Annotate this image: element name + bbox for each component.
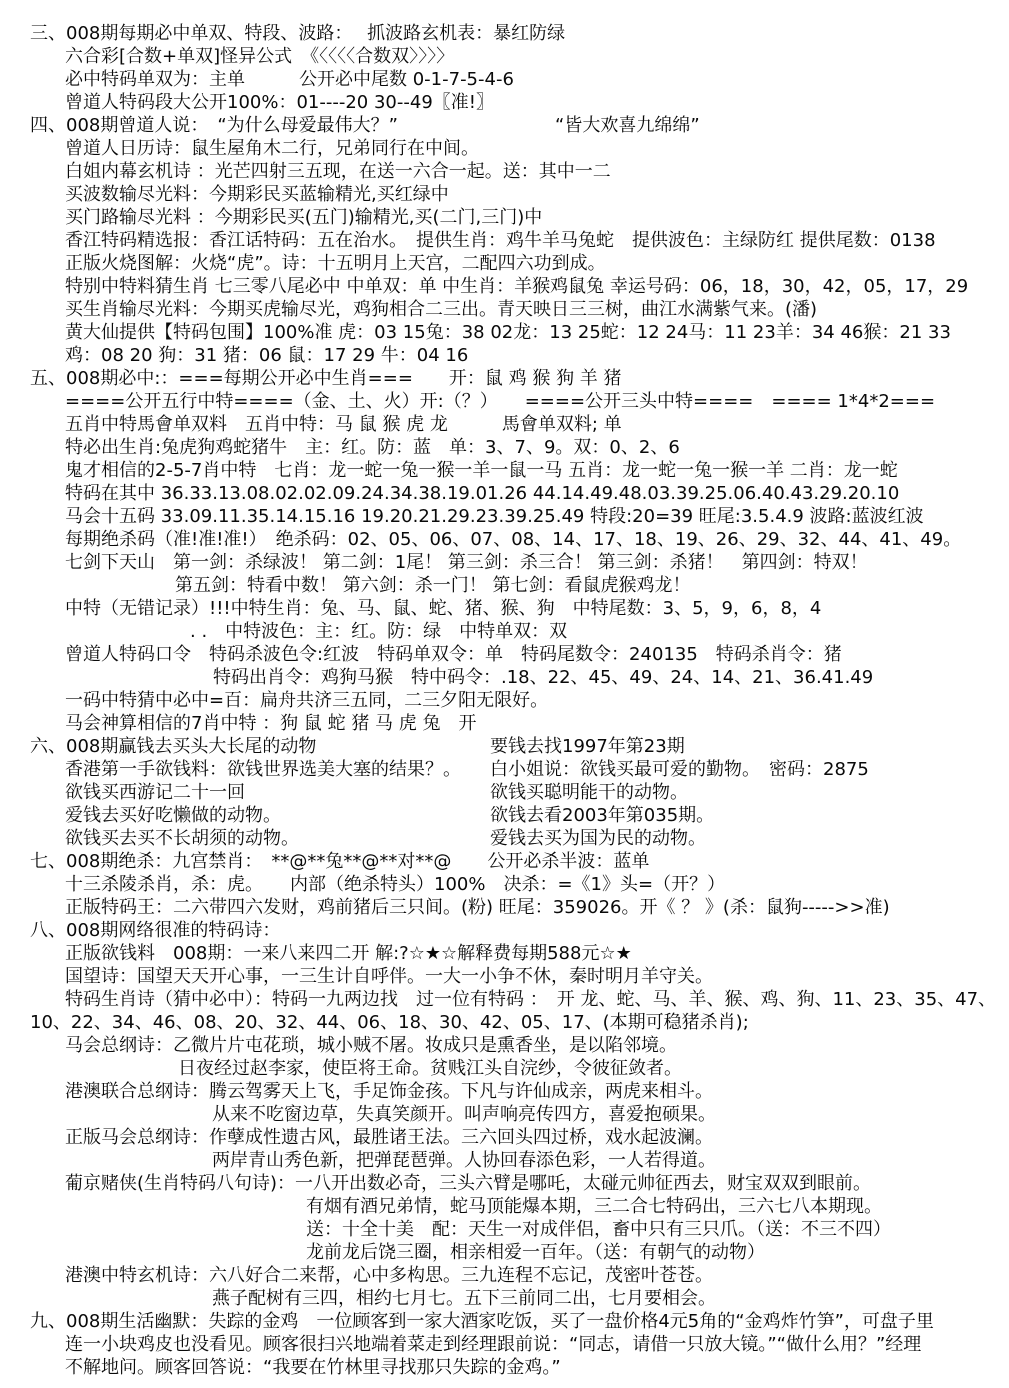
text-line bbox=[0, 712, 1009, 735]
line-text: 特别中特料猜生肖 七三零八尾必中 中单双：单 中生肖：羊猴鸡鼠兔 幸运号码：06，18，30，42，05，17，29 bbox=[65, 276, 969, 297]
text-line bbox=[0, 137, 1009, 160]
line-text: 正版特码王：二六带四六发财，鸡前猪后三只间。(粉) 旺尾：359026。开《 ？ 》(杀：鼠狗----->>准) bbox=[65, 897, 890, 918]
text-line bbox=[0, 114, 1009, 137]
line-text: 六、008期赢钱去买头大长尾的动物 bbox=[30, 736, 317, 757]
line-text: 从来不吃窗边草，失真笑颜开。叫声响亮传四方，喜爱抱硕果。 bbox=[212, 1104, 716, 1125]
text-line bbox=[0, 1034, 1009, 1057]
text-line bbox=[0, 160, 1009, 183]
text-line bbox=[0, 413, 1009, 436]
line-text: 九、008期生活幽默：失踪的金鸡 一位顾客到一家大酒家吃饭，买了一盘价格4元5角的“金鸡炸竹笋”，可盘子里 bbox=[30, 1311, 934, 1332]
text-line bbox=[0, 1149, 1009, 1172]
line-text: 必中特码单双为：主单 公开必中尾数 0-1-7-5-4-6 bbox=[65, 69, 514, 90]
line-text: 特码出肖令：鸡狗马猴 特中码令：.18、22、45、49、24、14、21、36.41.49 bbox=[213, 667, 874, 688]
text-line bbox=[0, 344, 1009, 367]
text-line bbox=[0, 919, 1009, 942]
text-line bbox=[0, 229, 1009, 252]
text-line bbox=[0, 620, 1009, 643]
text-line bbox=[0, 942, 1009, 965]
line-text: 买生肖输尽光料：今期买虎输尽光，鸡狗相合二三出。青天映日三三树，曲江水满紫气来。(潘) bbox=[65, 299, 818, 320]
text-line bbox=[0, 735, 1009, 758]
line-text: 国望诗：国望天天开心事，一三生计自呼伴。一大一小争不休，秦时明月羊守关。 bbox=[65, 966, 713, 987]
line-text: 买波数输尽光料：今期彩民买蓝输精光,买红绿中 bbox=[65, 184, 449, 205]
text-line bbox=[0, 1057, 1009, 1080]
line-text: 香港第一手欲钱料：欲钱世界选美大塞的结果？。 bbox=[65, 759, 461, 780]
text-line bbox=[0, 459, 1009, 482]
line-text-right: 要钱去找1997年第23期 bbox=[490, 736, 685, 757]
text-line bbox=[0, 1103, 1009, 1126]
line-text: 黄大仙提供【特码包围】100%准 虎：03 15兔：38 02龙：13 25蛇：12 24马：11 23羊：34 46猴：21 33 bbox=[65, 322, 951, 343]
line-text: 七、008期绝杀：九宫禁肖： **@**兔**@**对**@ 公开必杀半波：蓝单 bbox=[30, 851, 650, 872]
line-text: 特码在其中 36.33.13.08.02.02.09.24.34.38.19.01.26 44.14.49.48.03.39.25.06.40.43.29.20.10 bbox=[65, 483, 900, 504]
text-line bbox=[0, 988, 1009, 1011]
line-text: 送：十全十美 配：天生一对成伴侣，畜中只有三只爪。（送：不三不四） bbox=[306, 1219, 891, 1240]
line-text: 港澳中特玄机诗：六八好合二来帮，心中多构思。三九连程不忘记，茂密叶苍苍。 bbox=[65, 1265, 713, 1286]
text-line bbox=[0, 1310, 1009, 1333]
text-line bbox=[0, 850, 1009, 873]
text-line bbox=[0, 574, 1009, 597]
text-line bbox=[0, 689, 1009, 712]
line-text: 葡京赌侠(生肖特码八句诗)：一八开出数必奇，三头六臂是哪吒，太碰元帅征西去，财宝双双到眼前。 bbox=[65, 1173, 872, 1194]
line-text: 第五剑：特看中数！ 第六剑：杀一门！ 第七剑：看鼠虎猴鸡龙！ bbox=[175, 575, 691, 596]
line-text: 鸡：08 20 狗：31 猪：06 鼠：17 29 牛：04 16 bbox=[65, 345, 469, 366]
text-line bbox=[0, 528, 1009, 551]
line-text: 连一小块鸡皮也没看见。顾客很扫兴地端着菜走到经理跟前说：“同志，请借一只放大镜。”“做什么用？”经理 bbox=[65, 1334, 922, 1355]
text-line bbox=[0, 1126, 1009, 1149]
text-line bbox=[0, 643, 1009, 666]
line-text: 两岸青山秀色新，把弹琵琶弹。人协回春添色彩，一人若得道。 bbox=[212, 1150, 716, 1171]
text-line bbox=[0, 804, 1009, 827]
line-text: 特码生肖诗（猜中必中）：特码一九两边找 过一位有特码 ： 开 龙、蛇、马、羊、猴、鸡、狗、11、23、35、47、 bbox=[65, 989, 997, 1010]
line-text: 七剑下天山 第一剑：杀绿波！ 第二剑：1尾！ 第三剑：杀三合！ 第三剑：杀猪！ 第四剑：特双！ bbox=[65, 552, 868, 573]
text-line bbox=[0, 827, 1009, 850]
text-line bbox=[0, 781, 1009, 804]
line-text: 日夜经过赵李家，使臣将王命。贫贱江头自浣纱，令彼征敛者。 bbox=[178, 1058, 682, 1079]
line-text-right: 爱钱去买为国为民的动物。 bbox=[490, 828, 706, 849]
text-line bbox=[0, 91, 1009, 114]
line-text: 有烟有酒兄弟情，蛇马顶能爆本期，三二合七特码出，三六七八本期现。 bbox=[306, 1196, 882, 1217]
line-text: 龙前龙后饶三圈，相亲相爱一百年。（送：有朝气的动物） bbox=[306, 1242, 765, 1263]
line-text: 十三杀陵杀肖，杀：虎。 内部（绝杀特头）100% 决杀：=《1》头=（开？） bbox=[65, 874, 726, 895]
text-line bbox=[0, 390, 1009, 413]
line-text: 白姐内幕玄机诗 ：光芒四射三五现，在送一六合一起。送：其中一二 bbox=[65, 161, 611, 182]
line-text: 曾道人特码口令 特码杀波色令:红波 特码单双令：单 特码尾数令：240135 特码杀肖令：猪 bbox=[65, 644, 842, 665]
text-line bbox=[0, 505, 1009, 528]
line-text: 特必出生肖:兔虎狗鸡蛇猪牛 主：红。防：蓝 单：3、7、9。双：0、2、6 bbox=[65, 437, 680, 458]
text-line bbox=[0, 252, 1009, 275]
line-text: 每期绝杀码（准!准!准!） 绝杀码：02、05、06、07、08、14、17、18、19、26、29、32、44、41、49。 bbox=[65, 529, 962, 550]
line-text: 买门路输尽光料 ：今期彩民买(五门)输精光,买(二门,三门)中 bbox=[65, 207, 543, 228]
line-text: 四、008期曾道人说： “为什么母爱最伟大？” bbox=[30, 115, 399, 136]
line-text: 五肖中特馬會单双料 五肖中特：马 鼠 猴 虎 龙 馬會单双料; 单 bbox=[65, 414, 622, 435]
text-line bbox=[0, 321, 1009, 344]
text-line bbox=[0, 1287, 1009, 1310]
text-line bbox=[0, 758, 1009, 781]
line-text-right: “皆大欢喜九绵绵” bbox=[555, 115, 700, 136]
line-text: 曾道人特码段大公开100%：01----20 30--49〖准!〗 bbox=[65, 92, 494, 113]
line-text: 香江特码精选报：香江话特码：五在治水。 提供生肖：鸡牛羊马兔蛇 提供波色：主绿防红 提供尾数：0138 bbox=[65, 230, 936, 251]
line-text: 马会十五码 33.09.11.35.14.15.16 19.20.21.29.23.39.25.49 特段:20=39 旺尾:3.5.4.9 波路:蓝波红波 bbox=[65, 506, 924, 527]
text-line bbox=[0, 1356, 1009, 1379]
line-text: 欲钱买西游记二十一回 bbox=[65, 782, 245, 803]
text-line bbox=[0, 367, 1009, 390]
line-text: 鬼才相信的2-5-7肖中特 七肖：龙一蛇一兔一猴一羊一鼠一马 五肖：龙一蛇一兔一猴一羊 二肖：龙一蛇 bbox=[65, 460, 898, 481]
line-text: 八、008期网络很准的特码诗： bbox=[30, 920, 281, 941]
text-line bbox=[0, 666, 1009, 689]
line-text-right: 欲钱去看2003年第035期。 bbox=[490, 805, 715, 826]
line-text: 曾道人日历诗：鼠生屋角木二行，兄弟同行在中间。 bbox=[65, 138, 479, 159]
text-line bbox=[0, 1241, 1009, 1264]
text-line bbox=[0, 597, 1009, 620]
line-text-right: 欲钱买聪明能干的动物。 bbox=[490, 782, 688, 803]
text-line bbox=[0, 873, 1009, 896]
line-text: 马会总纲诗：乙微片片屯花琐，城小贼不屠。妆成只是熏香坐，是以陷邻境。 bbox=[65, 1035, 677, 1056]
text-line bbox=[0, 1264, 1009, 1287]
line-text: 欲钱买去买不长胡须的动物。 bbox=[65, 828, 299, 849]
text-line bbox=[0, 965, 1009, 988]
text-line bbox=[0, 551, 1009, 574]
text-line bbox=[0, 1218, 1009, 1241]
text-line bbox=[0, 45, 1009, 68]
line-text: 马会神算相信的7肖中特 ：狗 鼠 蛇 猪 马 虎 兔 开 bbox=[65, 713, 477, 734]
line-text: 爱钱去买好吃懒做的动物。 bbox=[65, 805, 281, 826]
line-text: 不解地问。顾客回答说：“我要在竹林里寻找那只失踪的金鸡。” bbox=[65, 1357, 561, 1378]
text-line bbox=[0, 1080, 1009, 1103]
text-line bbox=[0, 298, 1009, 321]
line-text: 中特（无错记录）!!!中特生肖：兔、马、鼠、蛇、猪、猴、狗 中特尾数：3、5，9，6，8，4 bbox=[65, 598, 822, 619]
text-line bbox=[0, 896, 1009, 919]
text-line bbox=[0, 183, 1009, 206]
line-text: 10、22、34、46、08、20、32、44、06、18、30、42、05、17、(本期可稳猪杀肖); bbox=[30, 1012, 749, 1033]
line-text: 港澳联合总纲诗：腾云驾雾天上飞，手足饰金孩。下凡与许仙成亲，两虎来相斗。 bbox=[65, 1081, 713, 1102]
line-text: 三、008期每期必中单双、特段、波路： 抓波路玄机表：暴红防绿 bbox=[30, 23, 566, 44]
line-text: 一码中特猜中必中=百：扁舟共济三五同，二三夕阳无限好。 bbox=[65, 690, 549, 711]
line-text-right: 白小姐说：欲钱买最可爱的勤物。 密码：2875 bbox=[490, 759, 869, 780]
line-text: 五、008期必中:：===每期公开必中生肖=== 开：鼠 鸡 猴 狗 羊 猪 bbox=[30, 368, 622, 389]
text-line bbox=[0, 22, 1009, 45]
text-line bbox=[0, 436, 1009, 459]
line-text: ====公开五行中特====（金、土、火）开:（？） ====公开三头中特==== ==== 1*4*2=== bbox=[65, 391, 936, 412]
text-line bbox=[0, 206, 1009, 229]
text-line bbox=[0, 1011, 1009, 1034]
line-text: . . 中特波色：主：红。防：绿 中特单双：双 bbox=[190, 621, 568, 642]
text-line bbox=[0, 68, 1009, 91]
text-line bbox=[0, 1172, 1009, 1195]
text-line bbox=[0, 1333, 1009, 1356]
text-line bbox=[0, 275, 1009, 298]
line-text: 正版火烧图解：火烧“虎”。诗：十五明月上天宫，二配四六功到成。 bbox=[65, 253, 606, 274]
line-text: 正版马会总纲诗：作孽成性遗古风，最胜诸王法。三六回头四过桥，戏水起波澜。 bbox=[65, 1127, 713, 1148]
line-text: 燕子配树有三四，相约七月七。五下三前同二出，七月要相会。 bbox=[212, 1288, 716, 1309]
line-text: 正版欲钱料 008期：一来八来四二开 解:?☆★☆解释费每期588元☆★ bbox=[65, 943, 632, 964]
text-line bbox=[0, 482, 1009, 505]
line-text: 六合彩[合数+单双]怪异公式 《〈〈〈〈合数双〉〉〉〉 bbox=[65, 46, 455, 67]
text-line bbox=[0, 1195, 1009, 1218]
